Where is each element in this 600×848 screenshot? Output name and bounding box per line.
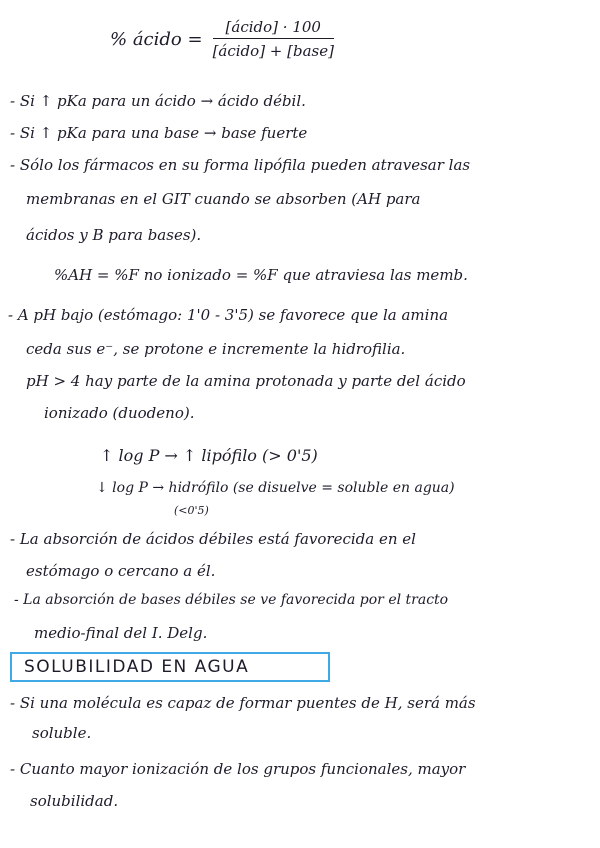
- note-line-19: - Cuanto mayor ionización de los grupos funcionales, mayor: [10, 760, 466, 778]
- note-line-9: pH > 4 hay parte de la amina protonada y parte del ácido: [26, 372, 466, 390]
- note-line-14: estómago o cercano a él.: [26, 562, 216, 580]
- note-line-18: soluble.: [32, 724, 92, 742]
- note-line-7: - A pH bajo (estómago: 1'0 - 3'5) se favorece que la amina: [8, 306, 449, 324]
- note-line-12b: (<0'5): [174, 504, 209, 517]
- note-line-11: ↑ log P → ↑ lipófilo (> 0'5): [100, 446, 318, 465]
- note-line-12: ↓ log P → hidrófilo (se disuelve = soluble en agua): [96, 480, 455, 496]
- note-line-16: medio-final del I. Delg.: [34, 624, 208, 642]
- note-line-17: - Si una molécula es capaz de formar puentes de H, será más: [10, 694, 476, 712]
- note-line-5: ácidos y B para bases).: [26, 226, 202, 244]
- note-line-6: %AH = %F no ionizado = %F que atraviesa las memb.: [54, 266, 468, 284]
- formula-denominator: [ácido] + [base]: [212, 42, 334, 60]
- note-line-2: - Si ↑ pKa para una base → base fuerte: [10, 124, 308, 142]
- percent-acid-formula: [110, 18, 334, 60]
- note-line-13: - La absorción de ácidos débiles está favorecida en el: [10, 530, 416, 548]
- note-line-3: - Sólo los fármacos en su forma lipófila pueden atravesar las: [10, 156, 471, 174]
- note-line-8: ceda sus e⁻, se protone e incremente la hidrofilia.: [26, 340, 406, 358]
- formula-fraction: [213, 18, 334, 60]
- note-line-1: - Si ↑ pKa para un ácido → ácido débil.: [10, 92, 306, 110]
- note-line-20: solubilidad.: [30, 792, 119, 810]
- note-line-10: ionizado (duodeno).: [44, 404, 195, 422]
- formula-lhs: % ácido =: [110, 28, 203, 50]
- note-line-15: - La absorción de bases débiles se ve favorecida por el tracto: [14, 592, 449, 608]
- formula-numerator: [ácido] · 100: [225, 18, 321, 36]
- section-title-box: SOLUBILIDAD EN AGUA: [10, 652, 330, 682]
- note-line-4: membranas en el GIT cuando se absorben (AH para: [26, 190, 421, 208]
